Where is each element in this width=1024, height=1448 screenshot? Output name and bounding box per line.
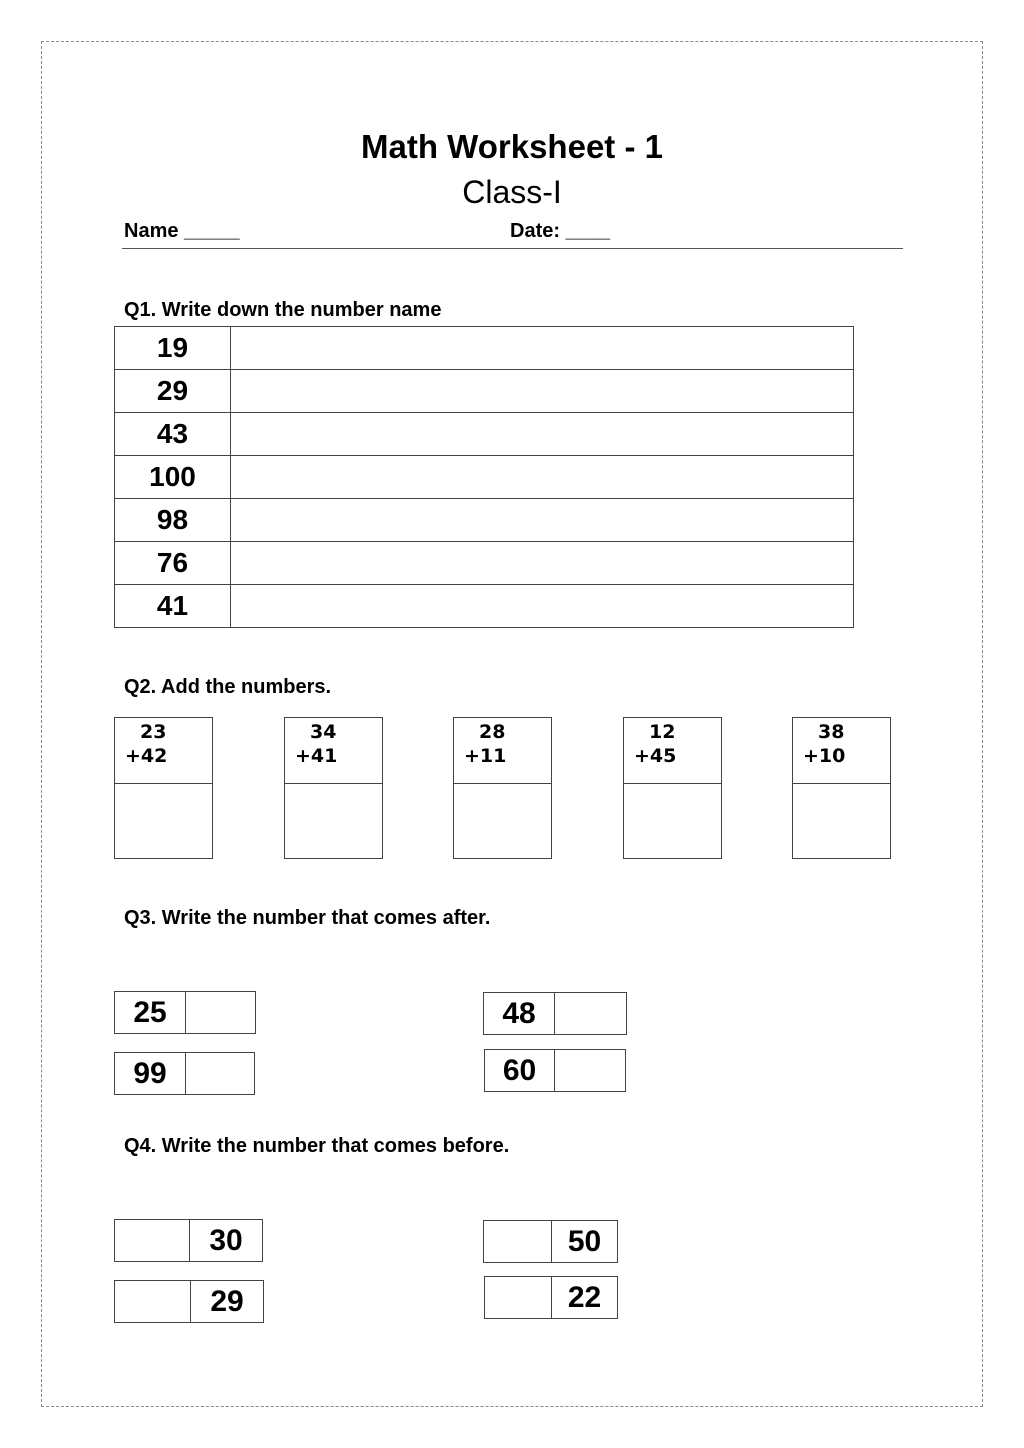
answer-cell[interactable] xyxy=(555,993,626,1034)
addend-top: 28 xyxy=(479,721,506,743)
table-row xyxy=(115,413,854,456)
addition-operands xyxy=(115,718,212,784)
addend-top: 34 xyxy=(310,721,337,743)
q4-label: Q4. Write the number that comes before. xyxy=(124,1135,510,1157)
q1-answer-cell[interactable] xyxy=(231,499,854,542)
q1-table xyxy=(114,326,854,628)
answer-cell[interactable] xyxy=(186,992,255,1033)
q1-answer-cell[interactable] xyxy=(231,585,854,628)
answer-cell[interactable] xyxy=(115,1220,189,1261)
q2-label: Q2. Add the numbers. xyxy=(124,676,332,698)
given-number: 99 xyxy=(133,1057,167,1090)
before-pair xyxy=(114,1219,263,1262)
addition-operands xyxy=(454,718,551,784)
name-field[interactable]: Name _____ xyxy=(124,220,240,242)
table-row xyxy=(115,585,854,628)
answer-cell[interactable] xyxy=(115,1281,190,1322)
q1-number: 19 xyxy=(115,327,231,370)
given-number: 22 xyxy=(567,1281,602,1314)
given-number: 25 xyxy=(133,996,167,1029)
addition-problem xyxy=(453,717,552,859)
q1-number: 98 xyxy=(115,499,231,542)
table-row xyxy=(115,499,854,542)
q1-answer-cell[interactable] xyxy=(231,370,854,413)
addend-bottom: +10 xyxy=(803,745,846,767)
given-number: 50 xyxy=(567,1225,602,1258)
after-pair xyxy=(114,1052,255,1095)
table-row xyxy=(115,456,854,499)
q1-answer-cell[interactable] xyxy=(231,456,854,499)
addend-bottom: +41 xyxy=(295,745,338,767)
q1-answer-cell[interactable] xyxy=(231,327,854,370)
answer-cell[interactable] xyxy=(485,1277,551,1318)
q1-number: 41 xyxy=(115,585,231,628)
q1-answer-cell[interactable] xyxy=(231,542,854,585)
before-pair xyxy=(483,1220,618,1263)
after-pair xyxy=(114,991,256,1034)
q1-label: Q1. Write down the number name xyxy=(124,299,442,321)
addition-operands xyxy=(624,718,721,784)
given-number: 60 xyxy=(502,1054,537,1087)
table-row xyxy=(115,370,854,413)
q1-number: 76 xyxy=(115,542,231,585)
addend-bottom: +45 xyxy=(634,745,677,767)
before-pair xyxy=(114,1280,264,1323)
answer-cell[interactable] xyxy=(186,1053,254,1094)
addition-problem xyxy=(284,717,383,859)
addition-problem xyxy=(792,717,891,859)
addend-top: 23 xyxy=(140,721,167,743)
q1-number: 29 xyxy=(115,370,231,413)
answer-cell[interactable] xyxy=(555,1050,625,1091)
addend-top: 12 xyxy=(649,721,676,743)
worksheet-title: Math Worksheet - 1 xyxy=(361,128,663,165)
addition-operands xyxy=(285,718,382,784)
after-pair xyxy=(484,1049,626,1092)
table-row xyxy=(115,542,854,585)
given-number: 30 xyxy=(209,1224,243,1257)
answer-cell[interactable] xyxy=(484,1221,551,1262)
after-pair xyxy=(483,992,627,1035)
date-field[interactable]: Date: ____ xyxy=(510,220,611,242)
table-row xyxy=(115,327,854,370)
given-number: 48 xyxy=(502,997,536,1030)
addition-problem xyxy=(623,717,722,859)
q3-label: Q3. Write the number that comes after. xyxy=(124,907,491,929)
given-number: 29 xyxy=(210,1285,244,1318)
addend-bottom: +11 xyxy=(464,745,507,767)
before-pair xyxy=(484,1276,618,1319)
header-row xyxy=(122,218,903,249)
addition-problem xyxy=(114,717,213,859)
worksheet-subtitle: Class-I xyxy=(462,174,562,210)
addend-top: 38 xyxy=(818,721,845,743)
addition-operands xyxy=(793,718,890,784)
q1-number: 43 xyxy=(115,413,231,456)
q1-number: 100 xyxy=(115,456,231,499)
addend-bottom: +42 xyxy=(125,745,168,767)
q1-answer-cell[interactable] xyxy=(231,413,854,456)
